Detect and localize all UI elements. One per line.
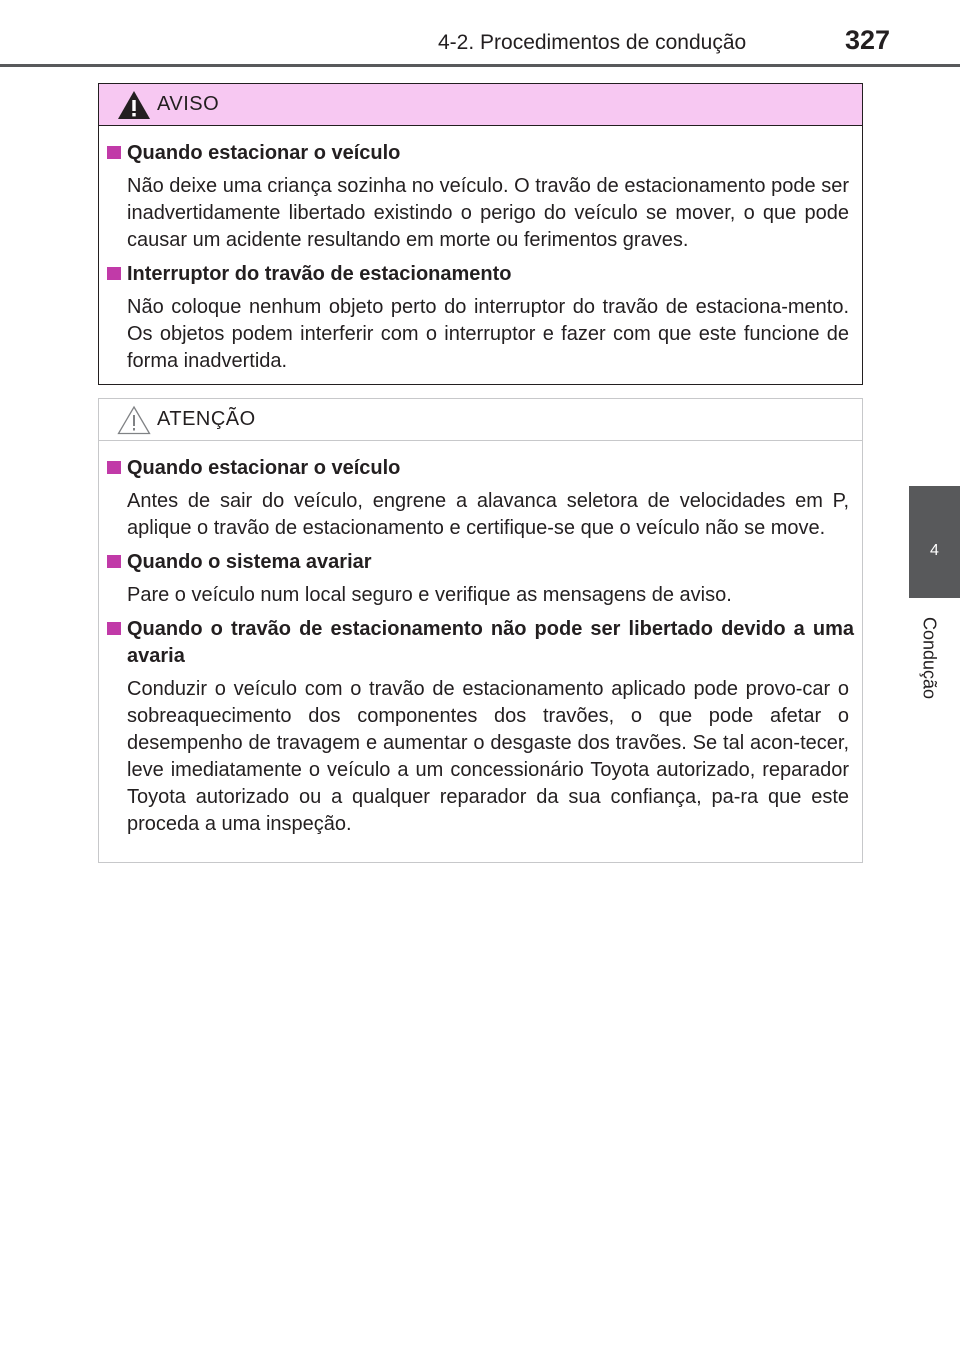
section-title: 4-2. Procedimentos de condução [438, 31, 747, 54]
warning-box [98, 83, 863, 385]
caution-triangle-outline-icon [117, 405, 151, 435]
chapter-label [917, 608, 941, 708]
page-header [0, 0, 960, 70]
warning-title: AVISO [157, 93, 220, 115]
warning-triangle-filled-icon [117, 90, 151, 120]
caution-item-text: Antes de sair do veículo, engrene a alavanca seletora de velocidades em P, aplique o travão de estacionamento e certifique-se que o veículo não se move. [127, 490, 849, 539]
caution-item [107, 549, 854, 609]
caution-item-title: Quando o travão de estacionamento não pode ser libertado devido a uma avaria [127, 618, 854, 667]
caution-item-title: Quando estacionar o veículo [127, 457, 401, 479]
warning-item-text: Não coloque nenhum objeto perto do interruptor do travão de estaciona-mento. Os objetos podem interferir com o interruptor e fazer com que este funcione de forma inadvertida. [127, 296, 849, 372]
header-divider [0, 64, 960, 67]
caution-box [98, 398, 863, 863]
square-bullet-icon [107, 267, 121, 280]
warning-body [99, 126, 862, 375]
warning-item-title: Quando estacionar o veículo [127, 142, 401, 164]
square-bullet-icon [107, 146, 121, 159]
square-bullet-icon [107, 461, 121, 474]
warning-header [99, 84, 862, 126]
square-bullet-icon [107, 622, 121, 635]
warning-item-title: Interruptor do travão de estacionamento [127, 263, 512, 285]
caution-body [99, 441, 862, 838]
caution-item [107, 616, 854, 838]
chapter-tab [909, 486, 960, 598]
caution-title: ATENÇÃO [157, 408, 256, 430]
caution-item-title: Quando o sistema avariar [127, 551, 372, 573]
warning-item [107, 261, 854, 375]
warning-item-text: Não deixe uma criança sozinha no veículo. O travão de estacionamento pode ser inadvertidamente libertado existindo o perigo do veículo se mover, o que pode causar um acidente resultando em morte ou ferimentos graves. [127, 175, 849, 251]
square-bullet-icon [107, 555, 121, 568]
chapter-number: 4 [930, 542, 939, 559]
warning-item [107, 140, 854, 254]
caution-item-text: Pare o veículo num local seguro e verifique as mensagens de aviso. [127, 584, 732, 606]
chapter-label-text: Condução [919, 616, 940, 700]
caution-item [107, 455, 854, 542]
caution-header [99, 399, 862, 441]
caution-item-text: Conduzir o veículo com o travão de estacionamento aplicado pode provo-car o sobreaquecimento dos componentes dos travões, o que pode afetar o desempenho de travagem e aumentar o desgaste dos travões. Se tal acon-tecer, leve imediatamente o veículo a um concessionário Toyota autorizado, reparador Toyota autorizado ou a qualquer reparador da sua confiança, pa-ra que este proceda a uma inspeção. [127, 678, 849, 835]
page-number: 327 [845, 25, 891, 55]
